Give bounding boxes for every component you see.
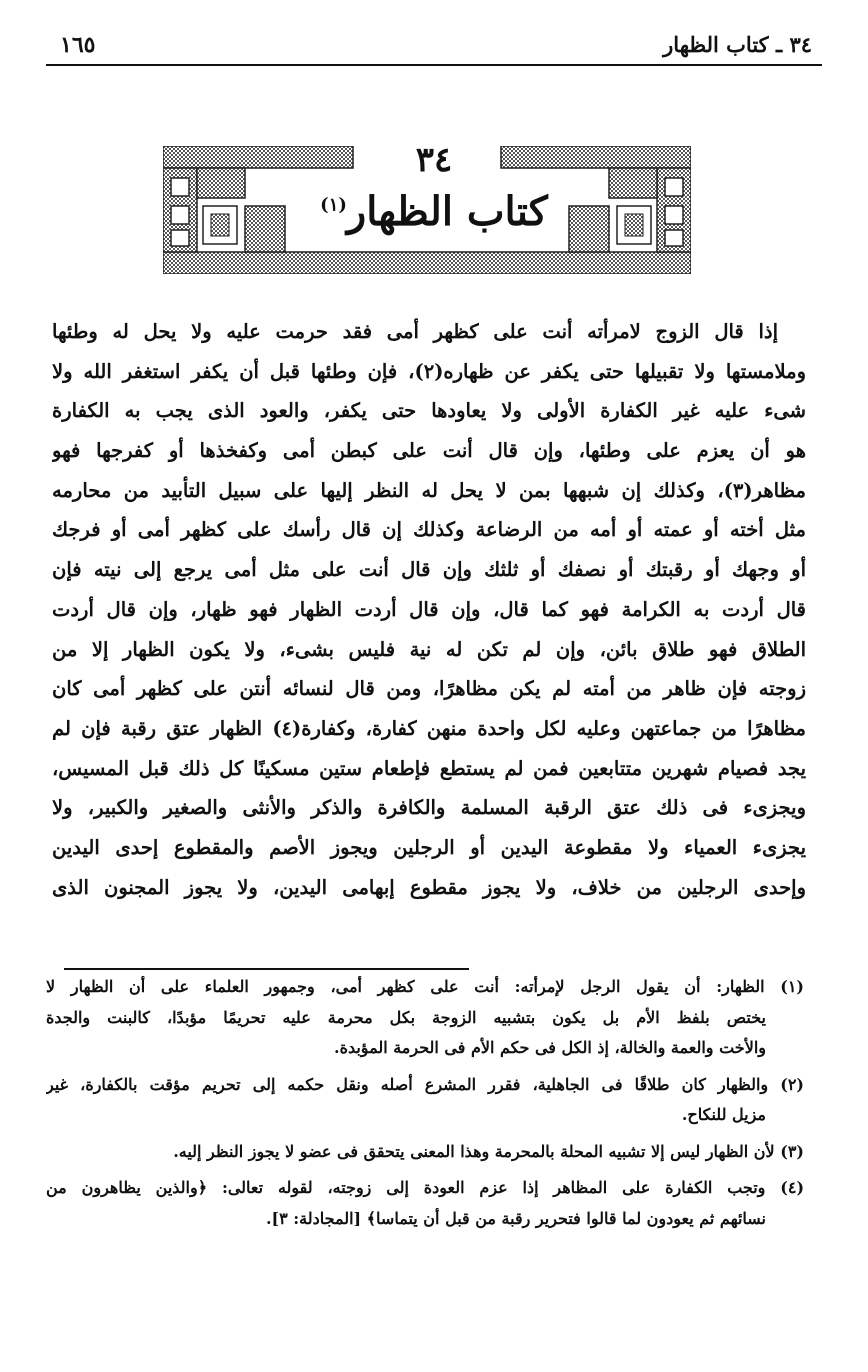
body-line: يجزىء العمياء ولا مقطوعة اليدين أو الرجلين ويجوز الأصم والمقطوع إحدى اليدين xyxy=(52,835,806,859)
body-line: وإحدى الرجلين من خلاف، ولا يجوز مقطوع إبهامى اليدين، ولا يجوز المجنون الذى xyxy=(52,875,806,899)
footnote-line: (١) الظهار: أن يقول الرجل لإمرأته: أنت على كظهر أمى، وجمهور العلماء على أن الظهار لا xyxy=(46,977,804,996)
footnote-line: مزيل للنكاح. xyxy=(681,1105,766,1124)
body-line: ويجزىء فى ذلك عتق الرقبة المسلمة والكافرة والذكر والأنثى والصغير والكبير، ولا xyxy=(52,796,806,820)
body-line: شىء عليه غير الكفارة الأولى ولا يعاودها حتى يكفر، والعود الذى يجب به الكفارة xyxy=(52,399,806,423)
body-line: الطلاق فهو طلاق بائن، وإن لم تكن له نية فليس بشىء، ولا يكون الظهار إلا من xyxy=(52,637,806,661)
footnote-line: (٣) لأن الظهار ليس إلا تشبيه المحلة بالمحرمة وهذا المعنى يتحقق فى عضو لا يجوز النظر إليه. xyxy=(173,1141,804,1161)
footnote-2 xyxy=(46,1070,804,1131)
footnote-4 xyxy=(46,1173,804,1234)
footnote-line: (٢) والظهار كان طلاقًا فى الجاهلية، فقرر المشرع أصله ونقل حكمه إلى تحريم مؤقت بالكفارة، غير xyxy=(46,1074,804,1094)
footnote-line: والأخت والعمة والخالة، إذ الكل فى حكم الأم فى الحرمة المؤبدة. xyxy=(334,1038,766,1057)
body-line: إذا قال الزوج لامرأته أنت على كظهر أمى فقد حرمت عليه ولا يحل له وطئها xyxy=(52,320,778,343)
page-number: ١٦٥ xyxy=(60,32,96,58)
body-line: وملامستها ولا تقبيلها حتى يكفر عن ظهاره(٢)، فإن وطئها قبل أن يكفر استغفر الله ولا xyxy=(52,359,806,383)
body-line: زوجته فإن ظاهر من أمته لم يكن مظاهرًا، ومن قال لنسائه أنتن على كظهر أمى كان xyxy=(52,677,806,701)
footnote-3 xyxy=(46,1137,804,1168)
body-line: هو أن يعزم على وطئها، وإن قال أنت على كبطن أمى وكفخذها أو كفرجها فهو xyxy=(52,439,806,463)
chapter-title-note: (١) xyxy=(320,194,347,216)
chapter-number: ٣٤ xyxy=(415,140,453,180)
chapter-title: كتاب الظهار xyxy=(346,188,548,235)
footnotes xyxy=(46,972,804,1234)
footnote-separator xyxy=(64,968,469,970)
body-line: مظاهرًا من جماعتهن وعليه لكل واحدة منهن كفارة، وكفارة(٤) الظهار عتق رقبة فإن لم xyxy=(52,716,806,740)
footnote-line: (٤) وتجب الكفارة على المظاهر إذا عزم العودة إلى زوجته، لقوله تعالى: ﴿والذين يظاهرون من xyxy=(46,1178,804,1197)
running-chapter-title: ٣٤ ـ كتاب الظهار xyxy=(663,32,812,57)
running-header xyxy=(46,30,822,66)
body-line: مثل أخته أو عمته أو أمه من الرضاعة وكذلك إن قال رأسك على كظهر أمى أو فرجك xyxy=(52,518,806,542)
body-line: أو وجهك أو رقبتك أو نصفك أو ثلثك وإن قال أنت على مثل أمى يرجع إلى نيته فإن xyxy=(52,558,806,582)
footnote-1 xyxy=(46,972,804,1064)
footnote-line: يختص بلفظ الأم بل يكون بتشبيه الزوجة بكل محرمة عليه تحريمًا مؤبدًا، كالبنت والجدة xyxy=(46,1007,767,1027)
body-line: قال أردت به الكرامة فهو كما قال، وإن قال أردت الظهار فهو ظهار، وإن قال أردت xyxy=(52,597,806,621)
body-text xyxy=(52,312,806,907)
chapter-title-wrap xyxy=(0,188,868,235)
body-line: مظاهر(٣)، وكذلك إن شبهها بمن لا يحل له النظر إليها على سبيل التأبيد من محارمه xyxy=(52,478,806,502)
footnote-line: نسائهم ثم يعودون لما قالوا فتحرير رقبة من قبل أن يتماسا﴾ [المجادلة: ٣]. xyxy=(265,1208,766,1228)
body-line: يجد فصيام شهرين متتابعين فمن لم يستطع فإطعام ستين مسكينًا كل ذلك قبل المسيس، xyxy=(52,756,806,780)
